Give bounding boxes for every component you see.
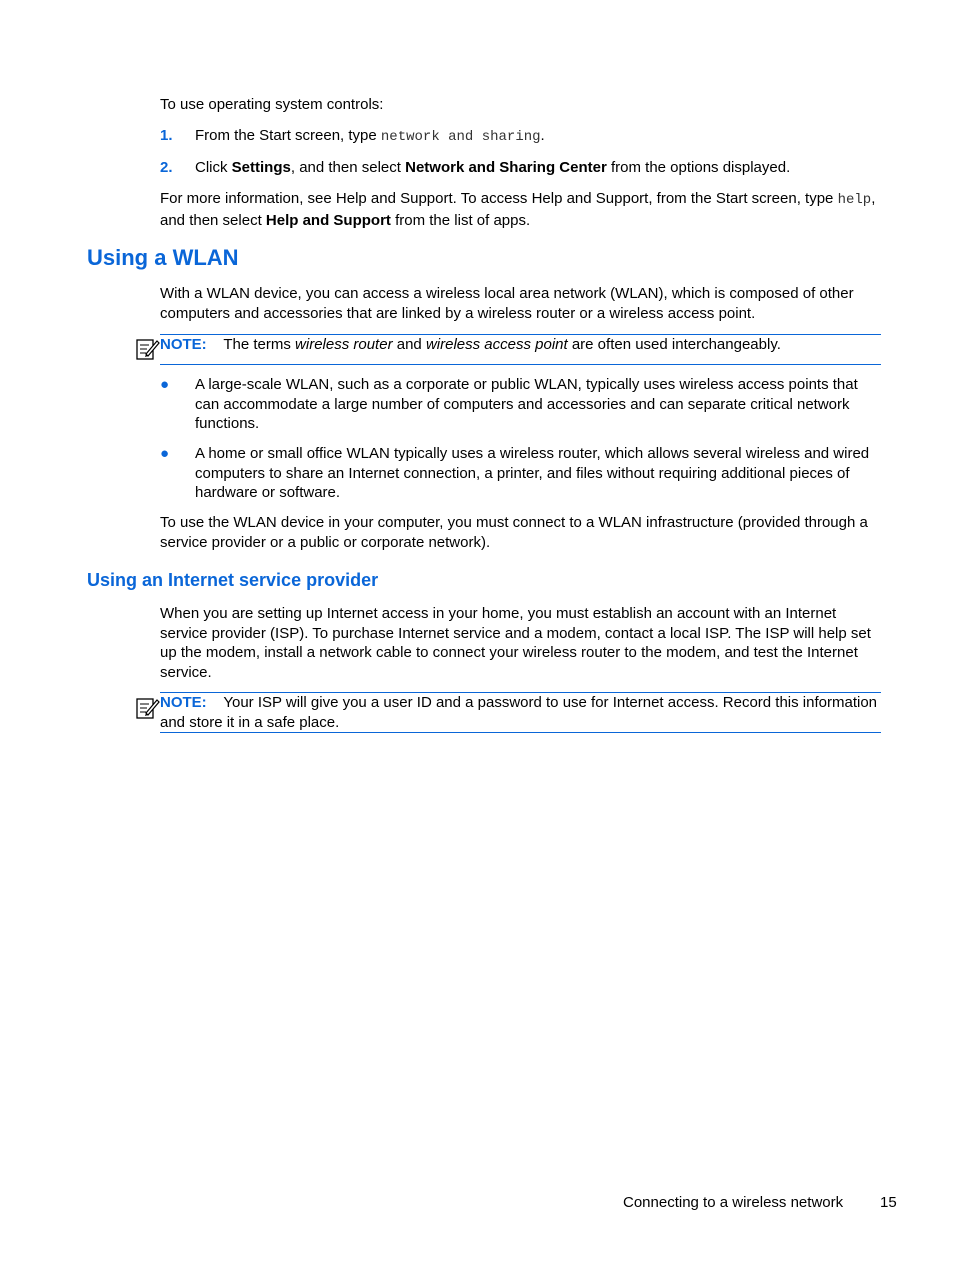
more-info-paragraph: For more information, see Help and Support. To access Help and Support, from the Start screen, type help, and then select Help and Support from the list of apps. (160, 190, 876, 229)
code-text: help (837, 192, 872, 208)
note-text: NOTE: Your ISP will give you a user ID and a password to use for Internet access. Record this information and store it in a safe place. (160, 694, 878, 731)
note-pencil-icon (134, 336, 160, 362)
list-item (0, 375, 954, 435)
list-item (0, 444, 954, 504)
note-pencil-icon (134, 695, 160, 721)
bullet-icon: ● (160, 445, 170, 462)
bullet-text: A home or small office WLAN typically uses a wireless router, which allows several wireless and wired computers to share an Internet connection, a printer, and files without requiring additional pieces of hardware or software. (195, 445, 870, 501)
step-number: 2. (160, 159, 173, 176)
step-number: 1. (160, 127, 173, 144)
step-text: Click Settings, and then select Network and Sharing Center from the options displayed. (195, 159, 791, 176)
note-box-wlan (160, 334, 881, 365)
section-title-wlan: Using a WLAN (87, 245, 239, 270)
page-number: 15 (880, 1194, 897, 1211)
section-title-isp: Using an Internet service provider (87, 570, 379, 590)
note-label: NOTE: (160, 336, 207, 353)
step-text: From the Start screen, type network and sharing. (195, 127, 545, 145)
code-text: network and sharing (380, 129, 541, 145)
isp-paragraph: When you are setting up Internet access in your home, you must establish an account with an Internet service provider (ISP). To purchase Internet service and a modem, contact a local ISP. The ISP will help set up the modem, install a network cable to connect your wireless router to the modem, and test the Internet service. (160, 605, 871, 681)
wlan-paragraph: With a WLAN device, you can access a wireless local area network (WLAN), which is composed of other computers and accessories that are linked by a wireless router or a wireless access point. (160, 285, 854, 322)
wlan-closing-paragraph: To use the WLAN device in your computer, you must connect to a WLAN infrastructure (provided through a service provider or a public or corporate network). (160, 514, 868, 551)
note-box-isp (160, 692, 881, 733)
footer-chapter: Connecting to a wireless network (623, 1194, 844, 1211)
bullet-icon: ● (160, 376, 170, 393)
bullet-text: A large-scale WLAN, such as a corporate or public WLAN, typically uses wireless access points that can accommodate a large number of computers and accessories and can separate critical network functions. (195, 376, 858, 432)
intro-text: To use operating system controls: (160, 96, 384, 113)
note-label: NOTE: (160, 694, 207, 711)
note-text: NOTE: The terms wireless router and wireless access point are often used interchangeably. (160, 336, 781, 353)
